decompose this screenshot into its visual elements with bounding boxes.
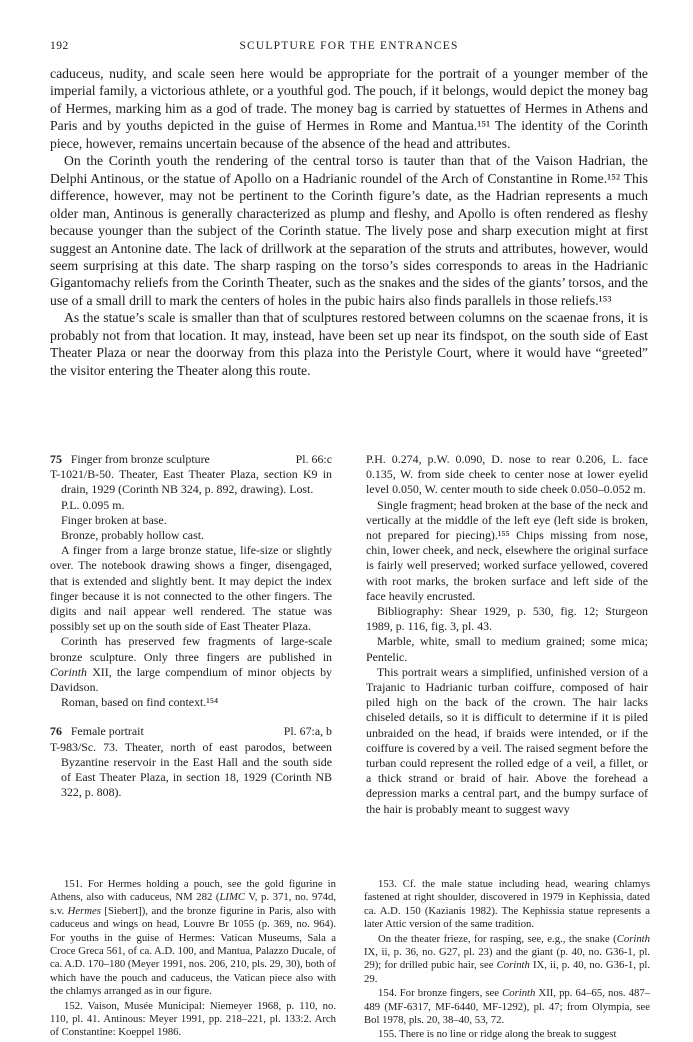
catalog-provenance: T-983/Sc. 73. Theater, north of east parodos, between Byzantine reservoir in the East Hall and the south side of East Theater Plaza, in section 18, 1929 (Corinth NB 322, p. 808). <box>50 739 332 800</box>
plate-reference: Pl. 67:a, b <box>283 724 332 739</box>
catalog-condition: Finger broken at base. <box>61 512 167 527</box>
catalog-material: Bronze, probably hollow cast. <box>61 528 204 543</box>
main-text <box>50 65 648 379</box>
catalog-entry-number: 75 <box>50 452 62 466</box>
catalog-condition: Single fragment; head broken at the base of the neck and vertically at the middle of the left eye (left side is broken, not prepared for piecing).¹⁵⁵ Chips missing from nose, chin, lower cheek, and neck, elsewhere the original surface is fairly well preserved; worked surface yellowed, covered with root marks, the broken surface and left side of the face heavily encrusted. <box>366 497 648 603</box>
catalog-entry-number: 76 <box>50 724 62 739</box>
main-paragraph: On the Corinth youth the rendering of the central torso is tauter than that of the Vaison Hadrian, the Delphi Antinous, or the statue of Apollo on a Hadrianic roundel of the Arch of Constantine in Rome.¹⁵² This difference, however, may not be pertinent to the Corinth figure’s date, as the Hadrian represents a much older man, Antinous is generally characterized as plump and fleshy, and Apollo is often rendered as fleshy because younger than the subject of the Corinth statue. The lively pose and sharp execution might at first suggest an Antonine date. The lack of drillwork at the separation of the struts and attributes, however, would seem surprising at this date. The sharp rasping on the torso’s sides corresponds to areas in the Hadrianic Gigantomachy reliefs from the Corinth Theater, such as the snakes and the sides of the giants’ torsos, and the use of a small drill to mark the centers of holes in the pubic hairs also finds parallels in those reliefs.¹⁵³ <box>50 153 648 308</box>
catalog-entry-title: Finger from bronze sculpture <box>70 452 210 466</box>
catalog-dimensions: P.H. 0.274, p.W. 0.090, D. nose to rear 0.206, L. face 0.135, W. from side cheek to center nose at lower eyelid level 0.050, W. center mouth to side cheek 0.050–0.052 m. <box>366 452 648 497</box>
main-paragraph: caduceus, nudity, and scale seen here would be appropriate for the portrait of a younger member of the imperial family, a victorious athlete, or a youthful god. The pouch, if it belongs, would depict the money bag of Hermes, marking him as a god of trade. The money bag is carried by statuettes of Hermes in Athens and Paris and by youths depicted in the guise of Hermes in Rome and Mantua.¹⁵¹ The identity of the Corinth piece, however, remains uncertain because of the absence of the head and attributes. <box>50 66 648 151</box>
footnote-155: 155. There is no line or ridge along the break to suggest <box>378 1028 617 1041</box>
footnote-153-continued: On the theater frieze, for rasping, see, e.g., the snake (Corinth IX, ii, p. 36, no. G27, pl. 23) and the giant (p. 40, no. G36-1, pl. 29); for drilled pubic hair, see Corinth IX, ii, p. 40, no. G36-1, pl. 29. <box>364 932 651 985</box>
catalog-column-left <box>50 452 332 800</box>
footnote-151: 151. For Hermes holding a pouch, see the gold figurine in Athens, also with caduceus, NM 282 (LIMC V, p. 371, no. 974d, s.v. Hermes [Siebert]), and the bronze figurine in Paris, also with caduceus and wings on head, Louvre Br 1055 (p. 369, no. 964). For youths in the guise of Hermes: Vatican Museums, Sala a Croce Greca 561, of ca. A.D. 100, and Mantua, Palazzo Ducale, of ca. A.D. 170–180 (Meyer 1991, nos. 206, 210, pls. 29, 30), both of which have the pouch and caduceus, the Vatican piece also with the chlamys arranged as in our figure. <box>50 878 336 998</box>
running-title: SCULPTURE FOR THE ENTRANCES <box>239 40 459 52</box>
footnote-152: 152. Vaison, Musée Municipal: Niemeyer 1968, p. 110, no. 110, pl. 41. Antinous: Meyer 1991, pp. 218–221, pl. 133:2. Arch of Constantine: Koeppel 1986. <box>50 999 336 1039</box>
footnote-154: 154. For bronze fingers, see Corinth XII, pp. 64–65, nos. 487–489 (MF-6317, MF-6440, MF-1292), pl. 47; from Olympia, see Bol 1978, pls. 20, 38–40, 53, 72. <box>364 987 651 1027</box>
catalog-bibliography: Bibliography: Shear 1929, p. 530, fig. 12; Sturgeon 1989, p. 116, fig. 3, pl. 43. <box>366 604 648 634</box>
catalog-description: This portrait wears a simplified, unfinished version of a Trajanic to Hadrianic turban coiffure, composed of hair piled high on the back of the crown. The hair lacks chiseled details, so it is difficult to determine if it is piled unbraided on the head, if braids were intended, or if the coiffure is covered by a veil. The raised segment before the turban could represent the rolled edge of a veil, a fillet, or a thick strand or braid of hair. Above the forehead a depression marks a central part, and the bumpy surface of the hair is probably meant to suggest wavy <box>366 664 648 816</box>
page-number: 192 <box>50 40 69 52</box>
catalog-entry-title: Female portrait <box>70 724 144 739</box>
catalog-entry-75-heading <box>50 452 332 467</box>
footnotes-column-right <box>364 878 650 1042</box>
main-paragraph: As the statue’s scale is smaller than that of sculptures restored between columns on the scaenae frons, it is probably not from that location. It may, instead, have been set up near its findspot, on the south side of East Theater Plaza or near the doorway from this plaza into the Peristyle Court, where it would have “greeted” the visitor entering the Theater along this route. <box>50 310 648 378</box>
catalog-material: Marble, white, small to medium grained; some mica; Pentelic. <box>366 634 648 664</box>
plate-reference: Pl. 66:c <box>295 452 332 466</box>
catalog-description: A finger from a large bronze statue, life-size or slightly over. The notebook drawing shows a finger, disengaged, that is extended and slightly bent. It may depict the index finger because it is not connected to the other fingers. The digits and nail appear well rendered. The statue was possibly set up on the south side of East Theater Plaza. <box>50 543 332 634</box>
catalog-provenance: T-1021/B-50. Theater, East Theater Plaza, section K9 in drain, 1929 (Corinth NB 324, p. 892, drawing). Lost. <box>50 467 332 497</box>
catalog-dimensions: P.L. 0.095 m. <box>61 497 125 512</box>
catalog-column-right <box>366 452 648 817</box>
catalog-date: Roman, based on find context.¹⁵⁴ <box>61 695 219 710</box>
catalog-comparanda: Corinth has preserved few fragments of large-scale bronze sculpture. Only three fingers are published in Corinth XII, the large compendium of minor objects by Davidson. <box>50 634 332 695</box>
catalog-entry-76-heading <box>50 724 332 739</box>
footnotes-column-left <box>50 878 336 1040</box>
publication-title: Corinth <box>50 664 88 679</box>
footnote-153: 153. Cf. the male statue including head, wearing chlamys fastened at right shoulder, discovered in 1979 in Kephissia, dated ca. A.D. 150 (Kazianis 1982). The Kephissia statue represents a later Attic version of the same tradition. <box>364 878 650 931</box>
running-head <box>50 40 648 54</box>
